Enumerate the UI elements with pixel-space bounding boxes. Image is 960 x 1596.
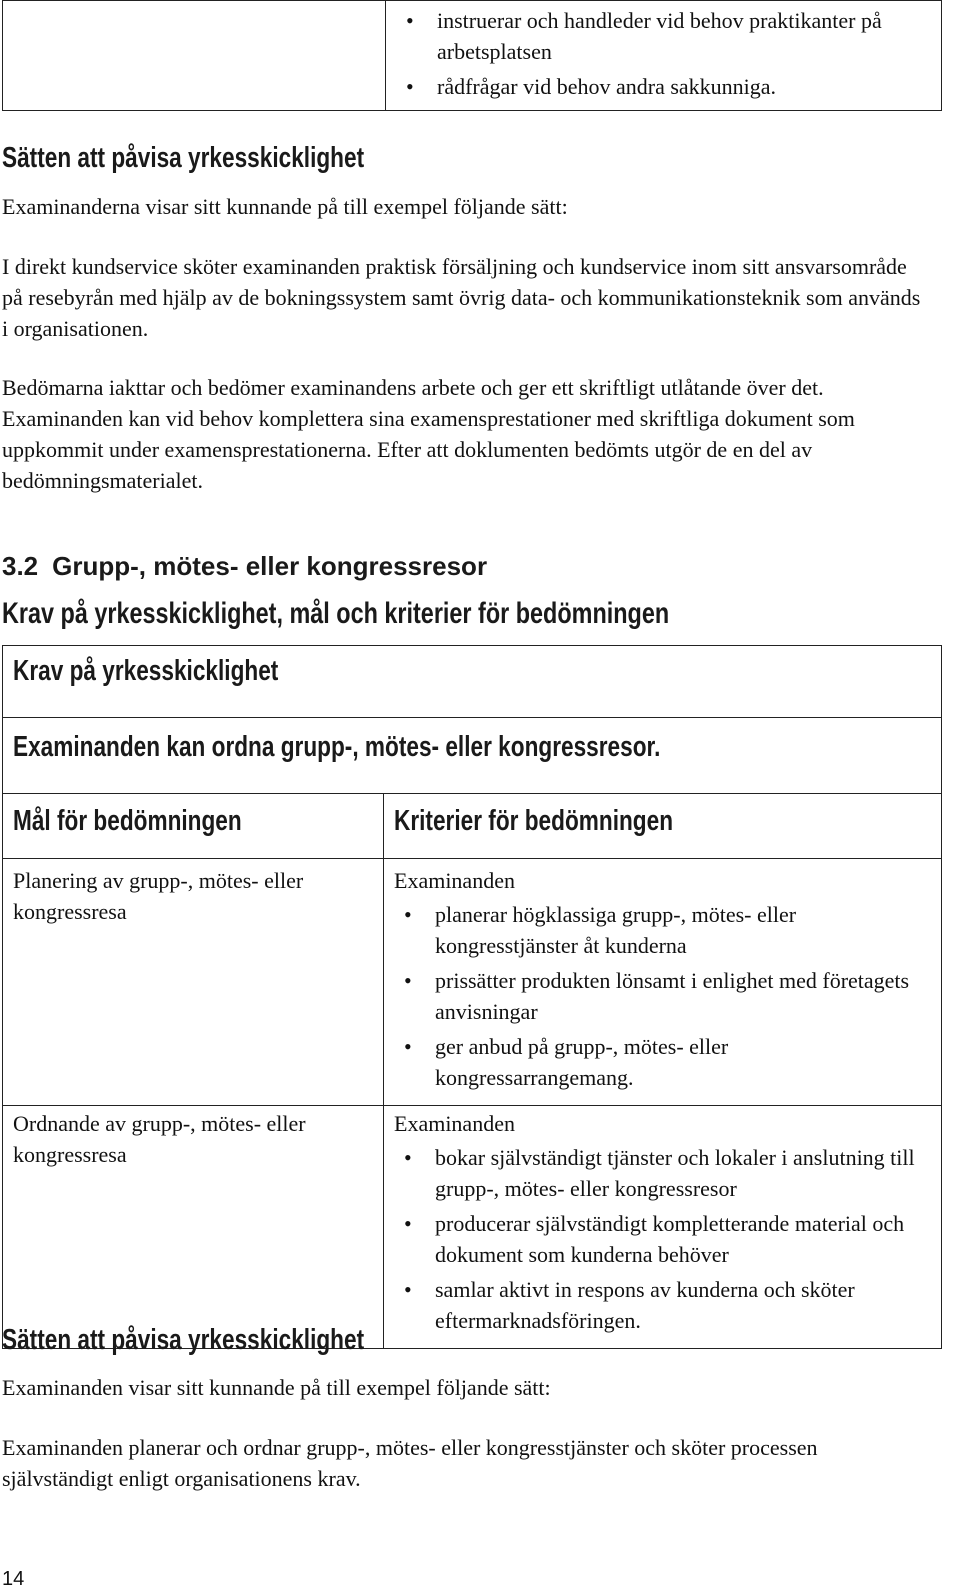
- goal-cell: [3, 1106, 384, 1349]
- table-row: [3, 859, 942, 1106]
- list-item: • rådfrågar vid behov andra sakkunniga.: [396, 71, 931, 102]
- criteria-lead: Examinanden: [394, 868, 515, 893]
- krav-header-cell: [3, 646, 942, 718]
- section-title: [2, 551, 487, 582]
- list-item: • bokar självständigt tjänster och lokaler i anslutning till grupp-, mötes- eller kongressresor: [394, 1142, 923, 1204]
- goal-text: Planering av grupp-, mötes- eller kongressresa: [13, 868, 304, 924]
- paragraph: I direkt kundservice sköter examinanden praktisk försäljning och kundservice inom sitt ansvarsområde på resebyrån med hjälp av de bokningssystem samt övrig data- och kommunikationsteknik som används i organisationen.: [2, 254, 921, 341]
- list-item: • prissätter produkten lönsamt i enlighet med företagets anvisningar: [394, 965, 923, 1027]
- criteria-column-header: Kriterier för bedömningen: [384, 794, 942, 859]
- paragraph: Bedömarna iakttar och bedömer examinandens arbete och ger ett skriftligt utlåtande över det. Examinanden kan vid behov komplettera sina examensprestationer med skriftliga dokument som uppkommit under examensprestationerna. Efter att doklumenten bedömts utgör de en del av bedömningsmaterialet.: [2, 375, 855, 493]
- list-item: • producerar självständigt kompletterande material och dokument som kunderna behöver: [394, 1208, 923, 1270]
- criteria-lead: Examinanden: [394, 1111, 515, 1136]
- criteria-list: [394, 1142, 923, 1336]
- page-number: 14: [2, 1568, 25, 1590]
- goal-column-header: Mål för bedömningen: [3, 794, 384, 859]
- section-heading: Sätten att påvisa yrkesskicklighet: [2, 1324, 365, 1356]
- krav-header: Krav på yrkesskicklighet: [13, 655, 279, 687]
- section-number: 3.2: [2, 551, 39, 581]
- criteria-cell: [384, 859, 942, 1106]
- list-item: • instruerar och handleder vid behov praktikanter på arbetsplatsen: [396, 5, 931, 67]
- goal-cell: [3, 859, 384, 1106]
- paragraph: Examinanden planerar och ordnar grupp-, mötes- eller kongresstjänster och sköter processen självständigt enligt organisationens krav.: [2, 1435, 818, 1491]
- list-item: • ger anbud på grupp-, mötes- eller kongressarrangemang.: [394, 1031, 923, 1093]
- requirements-table: [2, 645, 942, 1349]
- continuation-goal-cell: [3, 1, 386, 111]
- list-item: • planerar högklassiga grupp-, mötes- eller kongresstjänster åt kunderna: [394, 899, 923, 961]
- section-intro: Examinanderna visar sitt kunnande på till exempel följande sätt:: [2, 194, 568, 219]
- table-row: [3, 1106, 942, 1349]
- criteria-cell: [384, 1106, 942, 1349]
- krav-text-cell: [3, 718, 942, 794]
- criteria-list: [394, 899, 923, 1093]
- subheading: Krav på yrkesskicklighet, mål och kriterier för bedömningen: [2, 597, 670, 630]
- continuation-criteria-list: [396, 5, 931, 102]
- continuation-criteria-cell: [386, 1, 942, 111]
- goal-text: Ordnande av grupp-, mötes- eller kongressresa: [13, 1111, 306, 1167]
- continuation-table: [2, 0, 942, 111]
- section-title-text: Grupp-, mötes- eller kongressresor: [52, 551, 488, 581]
- krav-text: Examinanden kan ordna grupp-, mötes- eller kongressresor.: [13, 731, 661, 763]
- section-heading: Sätten att påvisa yrkesskicklighet: [2, 142, 365, 174]
- section-intro: Examinanden visar sitt kunnande på till exempel följande sätt:: [2, 1375, 551, 1400]
- list-item: • samlar aktivt in respons av kunderna och sköter eftermarknadsföringen.: [394, 1274, 923, 1336]
